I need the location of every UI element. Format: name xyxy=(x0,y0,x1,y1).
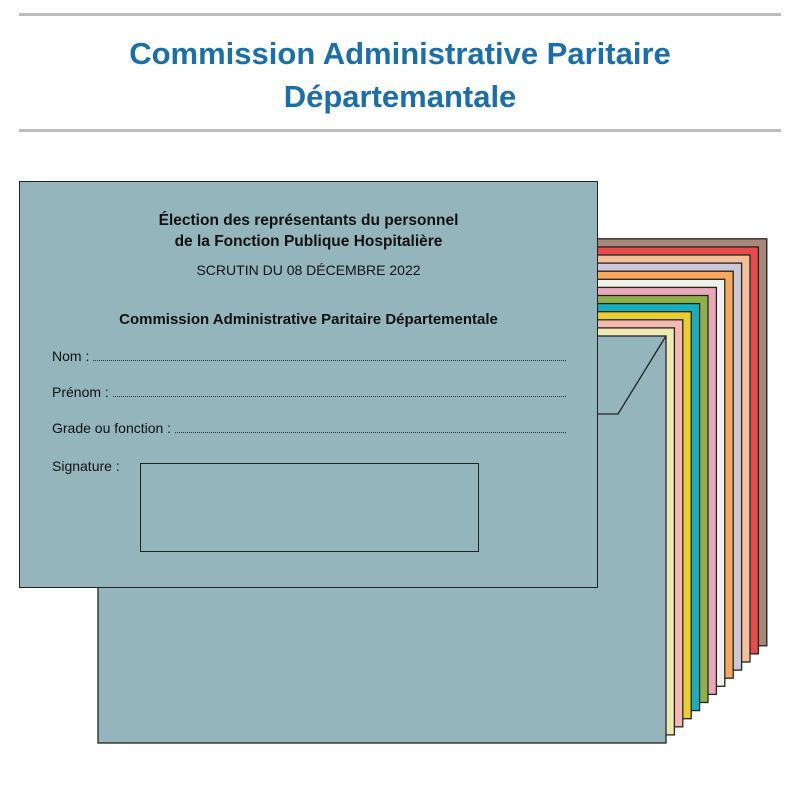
ballot-heading-line-1: Élection des représentants du personnel xyxy=(158,212,459,229)
commission-title: Commission Administrative Paritaire Départementale xyxy=(119,311,498,328)
nom-field xyxy=(52,348,566,364)
scrutin-date: SCRUTIN DU 08 DÉCEMBRE 2022 xyxy=(196,262,421,278)
ballot-envelope xyxy=(19,181,598,588)
prenom-dotted-line xyxy=(113,385,566,397)
page-title-line-2: Départemantale xyxy=(283,79,517,114)
page-title-line-1: Commission Administrative Paritaire xyxy=(129,36,671,71)
ballot-heading-line-2: de la Fonction Publique Hospitalière xyxy=(174,233,443,250)
prenom-label: Prénom : xyxy=(52,384,109,400)
grade-field xyxy=(52,420,566,436)
prenom-field xyxy=(52,384,566,400)
grade-label: Grade ou fonction : xyxy=(52,420,172,436)
grade-dotted-line xyxy=(175,421,566,433)
nom-dotted-line xyxy=(93,349,566,361)
signature-label: Signature : xyxy=(52,458,120,474)
nom-label: Nom : xyxy=(52,348,90,364)
ballot-heading xyxy=(20,210,597,252)
signature-box xyxy=(140,463,479,552)
